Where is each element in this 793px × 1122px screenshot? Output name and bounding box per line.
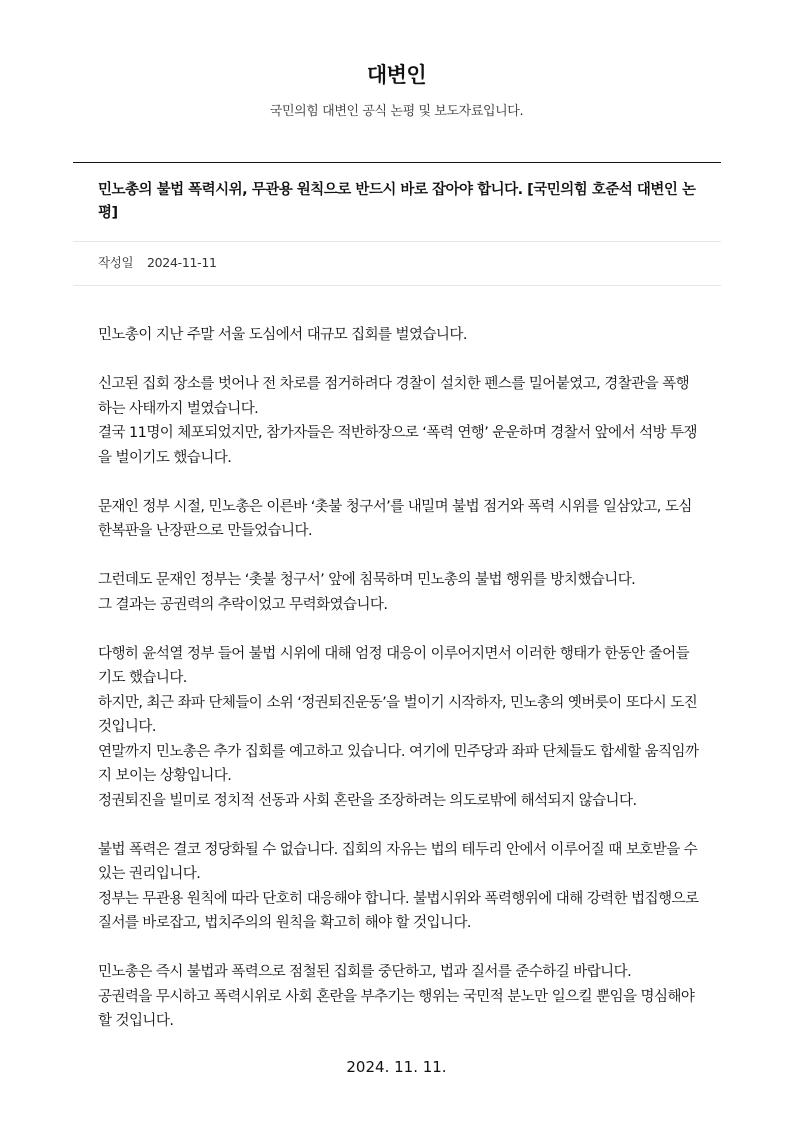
- page-title: 대변인: [366, 63, 427, 87]
- article-title: 민노총의 불법 폭력시위, 무관용 원칙으로 반드시 바로 잡아야 합니다. [국민의힘 호준석 대변인 논평]: [98, 182, 696, 221]
- page-subtitle: 국민의힘 대변인 공식 논평 및 보도자료입니다.: [269, 104, 524, 119]
- article-paragraph: 민노총은 즉시 불법과 폭력으로 점철된 집회를 중단하고, 법과 질서를 준수하길 바랍니다. 공권력을 무시하고 폭력시위로 사회 혼란을 부추기는 행위는 국민적 분노만 일으킬 뿐임을 명심해야 할 것입니다.: [98, 964, 695, 1029]
- date-value: 2024-11-11: [147, 255, 217, 270]
- article-body: [98, 323, 700, 1034]
- paragraph-spacer: [98, 544, 700, 569]
- paragraph-spacer: [98, 617, 700, 642]
- article-paragraph: 그런데도 문재인 정부는 ‘촛불 청구서’ 앞에 침묵하며 민노총의 불법 행위를 방치했습니다. 그 결과는 공권력의 추락이었고 무력화였습니다.: [98, 572, 636, 613]
- paragraph-spacer: [98, 936, 700, 961]
- paragraph-spacer: [98, 348, 700, 373]
- paragraph-spacer: [98, 470, 700, 495]
- date-label: 작성일: [98, 255, 134, 270]
- article-paragraph: 민노총이 지난 주말 서울 도심에서 대규모 집회를 벌였습니다.: [98, 327, 467, 343]
- article-header: [73, 162, 721, 270]
- article-paragraph: 신고된 집회 장소를 벗어나 전 차로를 점거하려다 경찰이 설치한 펜스를 밀어붙였고, 경찰관을 폭행하는 사태까지 벌였습니다. 결국 11명이 체포되었지만, 참가자들은 적반하장으로 ‘폭력 연행’ 운운하며 경찰서 앞에서 석방 투쟁을 벌이기도 했습니다.: [98, 376, 697, 466]
- article-paragraph: 불법 폭력은 결코 정당화될 수 없습니다. 집회의 자유는 법의 테두리 안에서 이루어질 때 보호받을 수 있는 권리입니다. 정부는 무관용 원칙에 따라 단호히 대응해야 합니다. 불법시위와 폭력행위에 대해 강력한 법집행으로 질서를 바로잡고, 법치주의의 원칙을 확고히 해야 할 것입니다.: [98, 841, 699, 931]
- closing-date: 2024. 11. 11.: [346, 1058, 447, 1076]
- article-paragraph: 문재인 정부 시절, 민노총은 이른바 ‘촛불 청구서’를 내밀며 불법 점거와 폭력 시위를 일삼았고, 도심 한복판을 난장판으로 만들었습니다.: [98, 498, 692, 539]
- paragraph-spacer: [98, 813, 700, 838]
- article-meta: [73, 241, 721, 286]
- article-paragraph: 다행히 윤석열 정부 들어 불법 시위에 대해 엄정 대응이 이루어지면서 이러한 행태가 한동안 줄어들기도 했습니다. 하지만, 최근 좌파 단체들이 소위 ‘정권퇴진운동’을 벌이기 시작하자, 민노총의 옛버릇이 또다시 도진 것입니다. 연말까지 민노총은 추가 집회를 예고하고 있습니다. 여기에 민주당과 좌파 단체들도 합세할 움직임까지 보이는 상황입니다. 정권퇴진을 빌미로 정치적 선동과 사회 혼란을 조장하려는 의도로밖에 해석되지 않습니다.: [98, 645, 699, 809]
